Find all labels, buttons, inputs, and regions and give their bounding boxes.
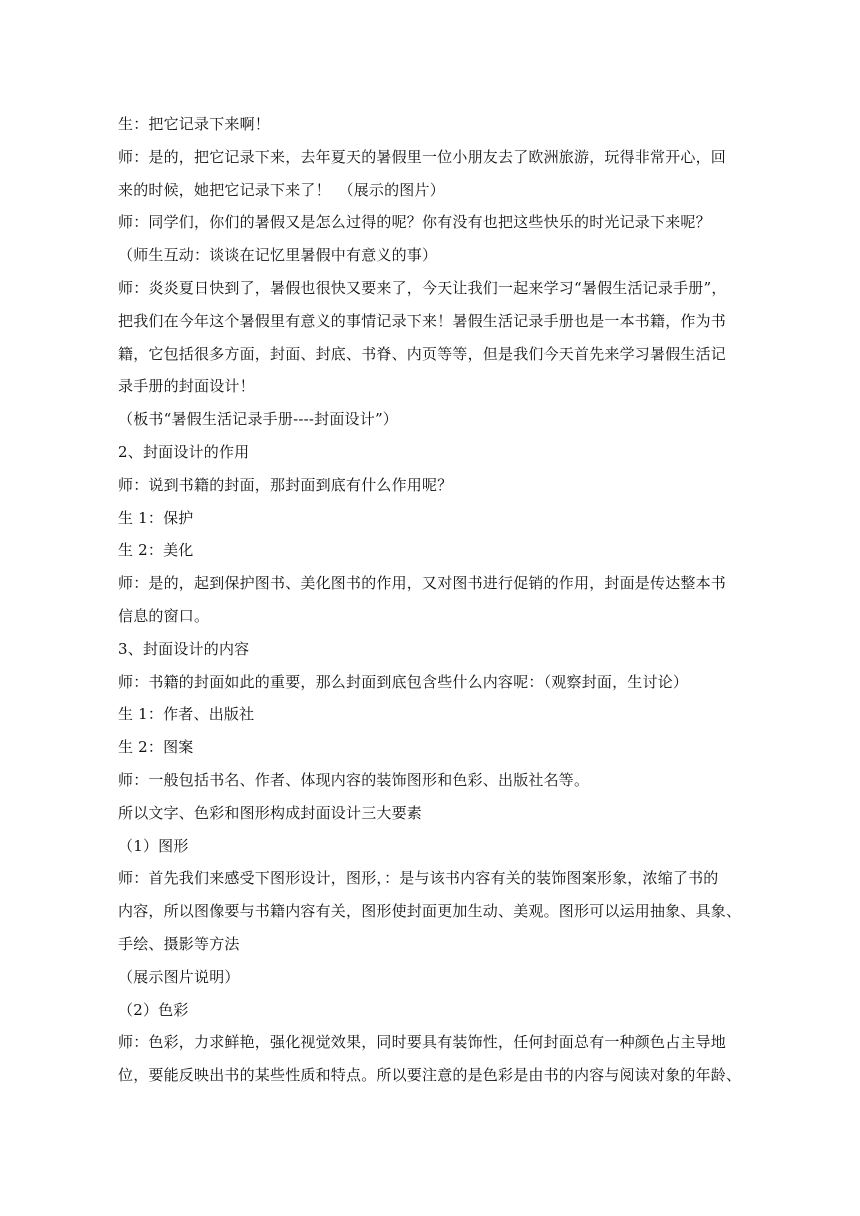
text-line: 生 1：保护 xyxy=(118,508,194,527)
text-line: 师：书籍的封面如此的重要，那么封面到底包含些什么内容呢：（观察封面，生讨论） xyxy=(118,672,689,691)
text-line: 师：色彩，力求鲜艳，强化视觉效果，同时要具有装饰性，任何封面总有一种颜色占主导地 xyxy=(118,1033,727,1052)
text-line: 籍，它包括很多方面，封面、封底、书脊、内页等等，但是我们今天首先来学习暑假生活记 xyxy=(118,344,727,363)
section-heading: 2、封面设计的作用 xyxy=(118,442,250,461)
text-line: 师：说到书籍的封面，那封面到底有什么作用呢？ xyxy=(118,475,453,494)
text-line: 手绘、摄影等方法 xyxy=(118,934,240,953)
text-line: 来的时候，她把它记录下来了！ （展示的图片） xyxy=(118,180,445,199)
text-line: 师：同学们，你们的暑假又是怎么过得的呢？你有没有也把这些快乐的时光记录下来呢？ xyxy=(118,213,711,232)
text-line: 生 2：图案 xyxy=(118,738,194,757)
section-heading: 3、封面设计的内容 xyxy=(118,639,250,658)
text-line: 把我们在今年这个暑假里有意义的事情记录下来！暑假生活记录手册也是一本书籍，作为书 xyxy=(118,311,727,330)
text-line: 位，要能反映出书的某些性质和特点。所以要注意的是色彩是由书的内容与阅读对象的年龄、 xyxy=(118,1066,742,1085)
subsection-heading: （2）色彩 xyxy=(118,1000,189,1019)
text-line: 师：炎炎夏日快到了，暑假也很快又要来了，今天让我们一起来学习“暑假生活记录手册”， xyxy=(118,278,727,297)
subsection-heading: （1）图形 xyxy=(118,836,189,855)
text-line: 内容，所以图像要与书籍内容有关，图形使封面更加生动、美观。图形可以运用抽象、具象、 xyxy=(118,902,742,921)
text-line: 所以文字、色彩和图形构成封面设计三大要素 xyxy=(118,803,423,822)
text-line: 生：把它记录下来啊！ xyxy=(118,115,271,133)
text-line: 录手册的封面设计！ xyxy=(118,377,255,396)
document-body xyxy=(118,108,742,1092)
text-line: 生 2：美化 xyxy=(118,541,194,560)
text-line: 信息的窗口。 xyxy=(118,606,210,625)
text-line: （展示图片说明） xyxy=(118,967,240,986)
text-line: 师：一般包括书名、作者、体现内容的装饰图形和色彩、出版社名等。 xyxy=(118,770,590,789)
text-line: （板书“暑假生活记录手册----封面设计”） xyxy=(118,410,399,429)
text-line: 生 1：作者、出版社 xyxy=(118,705,255,724)
text-line: （师生互动：谈谈在记忆里暑假中有意义的事） xyxy=(118,246,438,265)
text-line: 师：是的，把它记录下来，去年夏天的暑假里一位小朋友去了欧洲旅游，玩得非常开心，回 xyxy=(118,147,727,166)
text-line: 师：是的，起到保护图书、美化图书的作用，又对图书进行促销的作用，封面是传达整本书 xyxy=(118,574,727,593)
text-line: 师：首先我们来感受下图形设计，图形，：是与该书内容有关的装饰图案形象，浓缩了书的 xyxy=(118,869,719,888)
